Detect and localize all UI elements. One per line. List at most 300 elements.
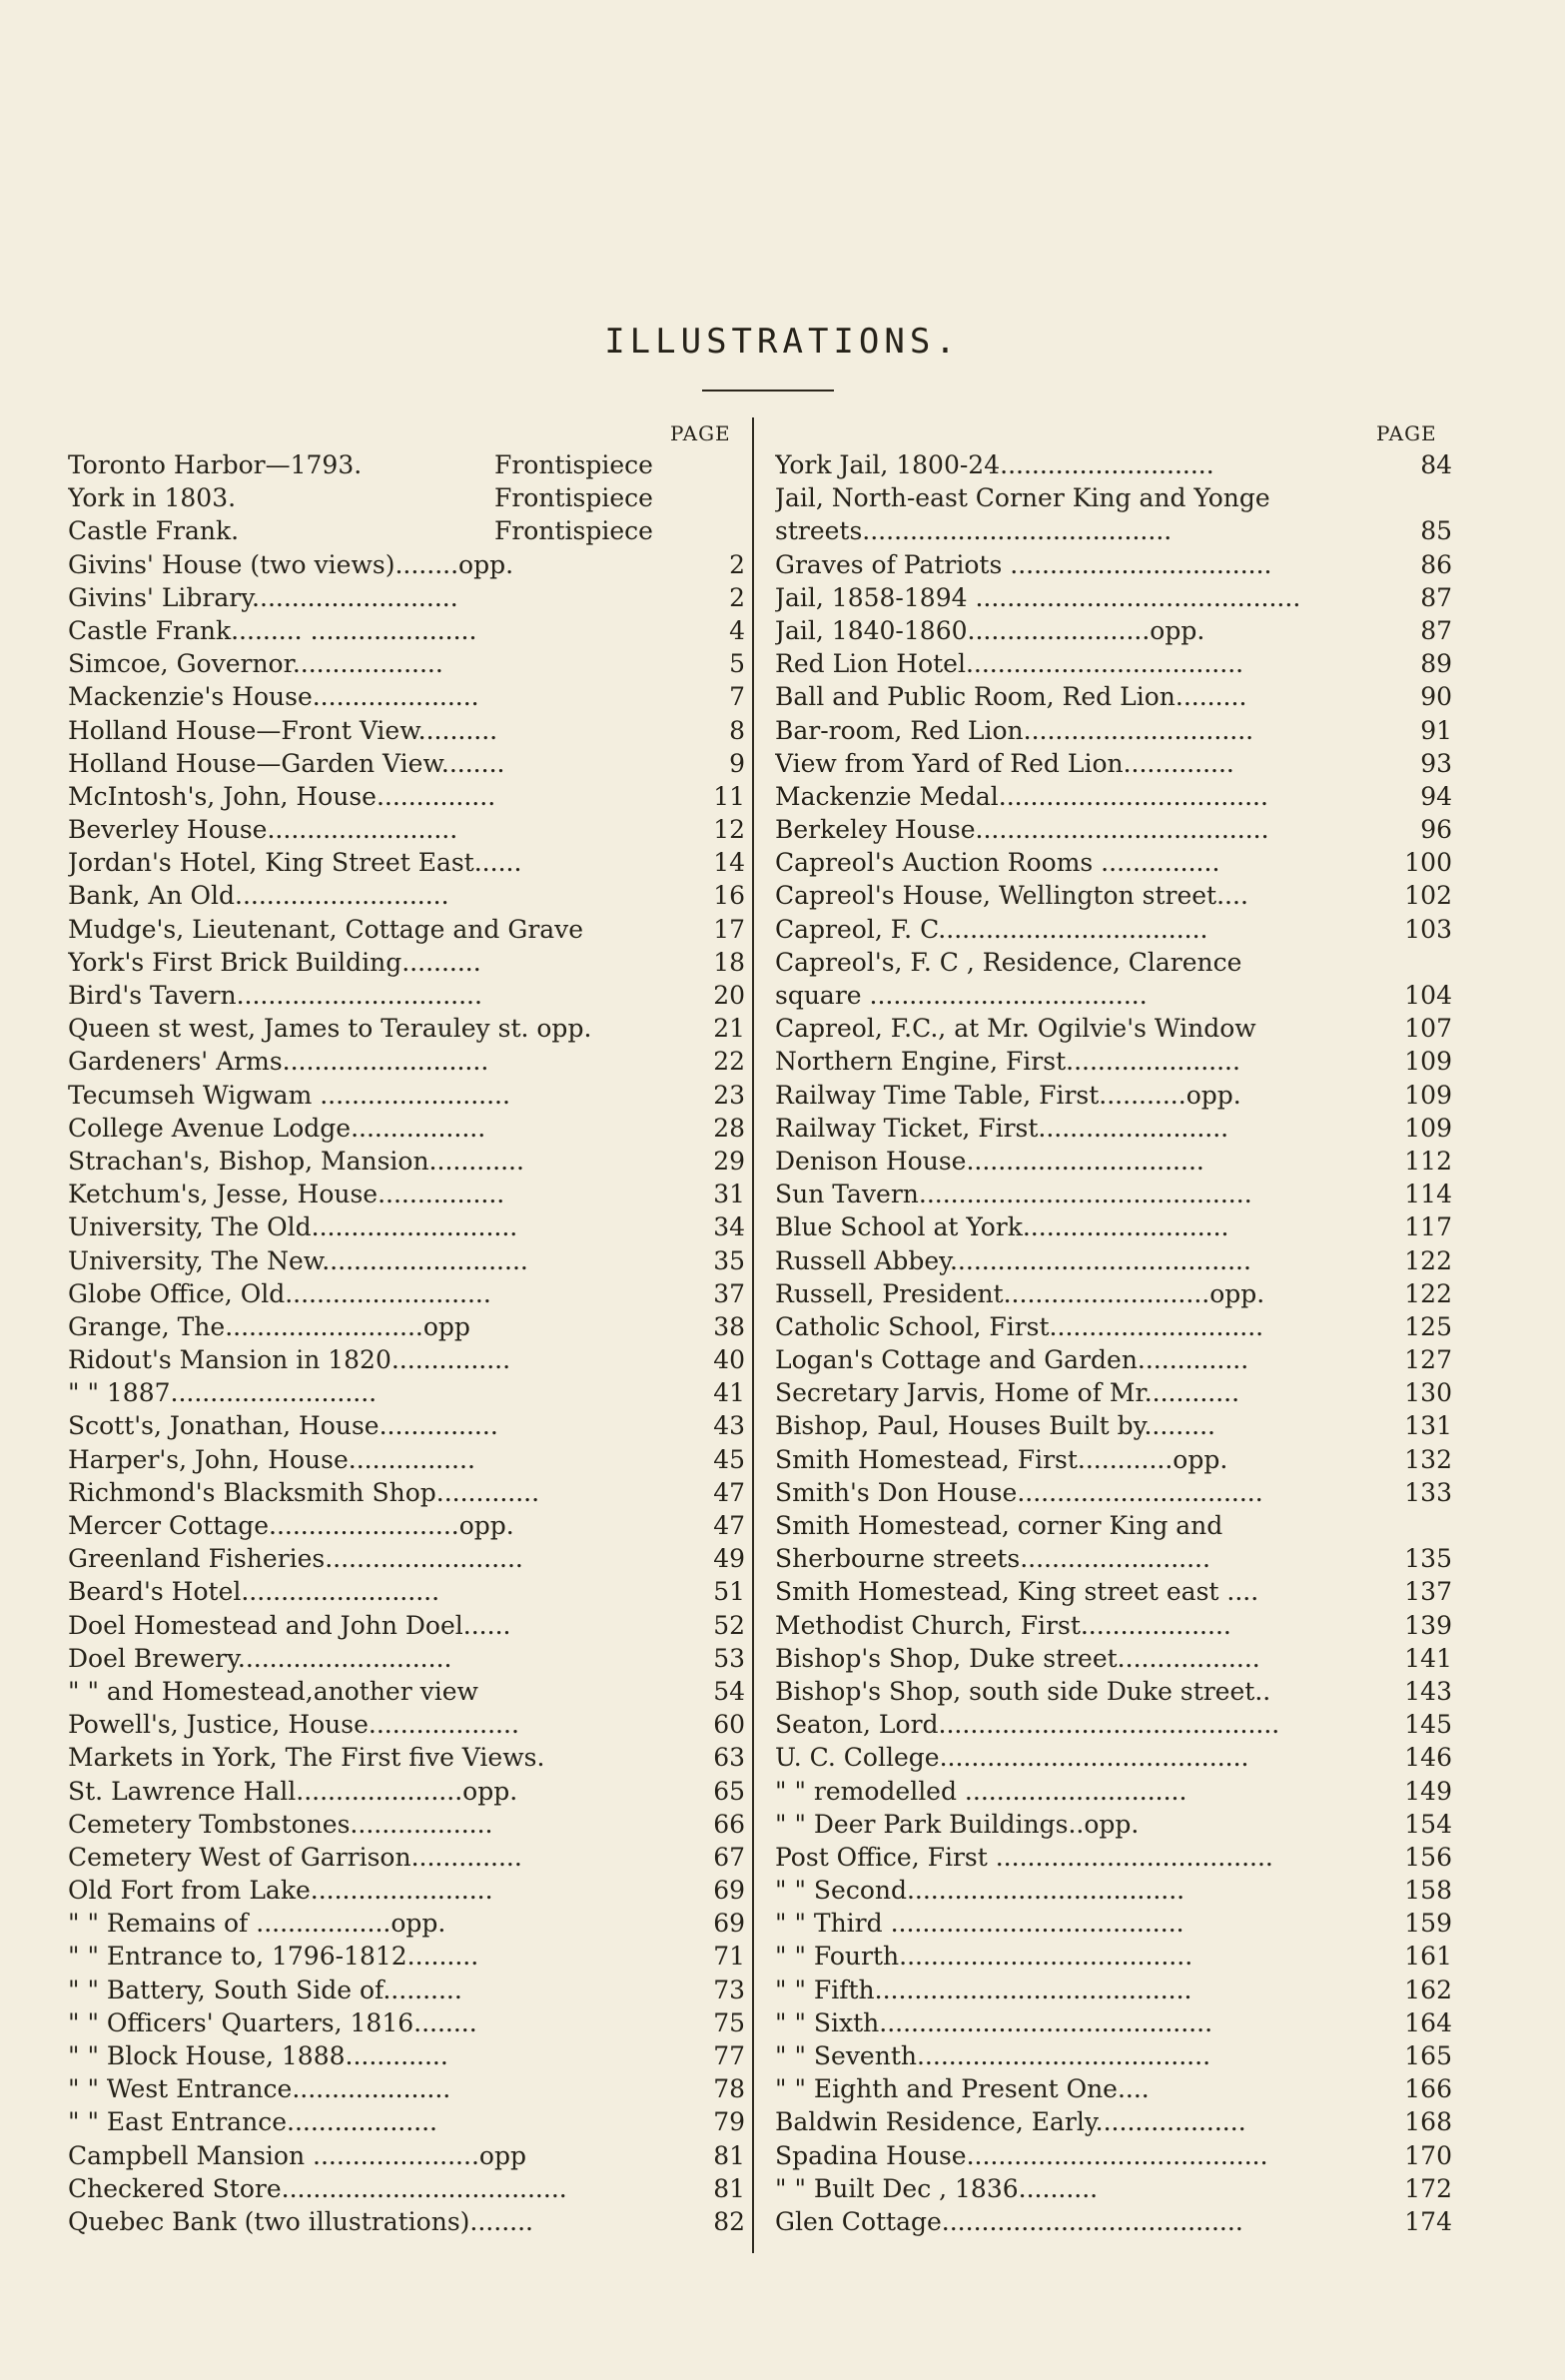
list-item [775, 813, 1452, 846]
list-item [68, 1907, 745, 1940]
entry-page-number: 38 [713, 1311, 745, 1341]
entry-label: Catholic School, First........................... [775, 1311, 1264, 1341]
entry-page-number: 45 [713, 1444, 745, 1474]
list-item [775, 448, 1452, 481]
entry-label: McIntosh's, John, House............... [68, 781, 496, 811]
entry-label: Harper's, John, House................ [68, 1444, 475, 1474]
entry-page-number: 125 [1404, 1311, 1452, 1341]
entry-label: St. Lawrence Hall.....................opp. [68, 1776, 518, 1806]
entry-label: Bishop, Paul, Houses Built by......... [775, 1411, 1215, 1441]
entry-label: Ketchum's, Jesse, House................ [68, 1180, 505, 1209]
list-item [68, 1310, 745, 1343]
list-item [68, 680, 745, 713]
entry-label: Russell Abbey...................................... [775, 1245, 1251, 1275]
entry-label: Quebec Bank (two illustrations)........ [68, 2206, 533, 2236]
entry-page-number: 78 [713, 2074, 745, 2104]
list-item [775, 1874, 1452, 1907]
list-item [68, 647, 745, 680]
entry-page-number: 84 [1420, 450, 1452, 479]
list-item [775, 1841, 1452, 1874]
list-item [68, 1079, 745, 1112]
entry-label: Cemetery West of Garrison.............. [68, 1842, 522, 1872]
left-column-list [68, 448, 745, 2238]
entry-page-number: 5 [729, 649, 745, 679]
entry-page-number: 164 [1404, 2007, 1452, 2037]
entry-page-number: 107 [1404, 1014, 1452, 1044]
list-item [775, 1542, 1452, 1575]
entry-page-number: 69 [713, 1876, 745, 1906]
entry-label: Northern Engine, First...................... [775, 1047, 1240, 1077]
entry-label: Globe Office, Old.......................... [68, 1278, 491, 1308]
entry-label: Sherbourne streets........................ [775, 1544, 1210, 1574]
entry-label: Capreol's House, Wellington street.... [775, 881, 1248, 911]
entry-label: Jail, 1858-1894 ......................................... [775, 582, 1301, 612]
list-item [68, 1841, 745, 1874]
entry-label: Doel Homestead and John Doel...... [68, 1610, 511, 1640]
list-item [68, 846, 745, 879]
entry-label: Queen st west, James to Terauley st. opp. [68, 1014, 592, 1044]
entry-page-number: 103 [1404, 914, 1452, 944]
entry-label: Scott's, Jonathan, House............... [68, 1411, 498, 1441]
entry-page-number: 109 [1404, 1113, 1452, 1143]
entry-page-number: 47 [713, 1477, 745, 1507]
list-item [775, 1940, 1452, 1973]
list-item [775, 680, 1452, 713]
entry-page-number: 139 [1404, 1610, 1452, 1640]
entry-page-number: 60 [713, 1710, 745, 1740]
list-item [775, 979, 1452, 1012]
entry-label: Mudge's, Lieutenant, Cottage and Grave [68, 914, 584, 944]
entry-label: Jail, 1840-1860.......................opp. [775, 615, 1205, 645]
entry-page-number: 47 [713, 1511, 745, 1540]
list-item [775, 2205, 1452, 2238]
entry-page-number: 168 [1404, 2107, 1452, 2137]
entry-page-number: 66 [713, 1809, 745, 1839]
entry-page-number: 130 [1404, 1378, 1452, 1408]
entry-page-number: 131 [1404, 1411, 1452, 1441]
entry-page-number: 89 [1420, 649, 1452, 679]
entry-page-number: 87 [1420, 615, 1452, 645]
right-column-list [775, 448, 1452, 2238]
entry-label: Denison House.............................. [775, 1146, 1204, 1176]
entry-page-number: 135 [1404, 1544, 1452, 1574]
entry-page-number: 81 [713, 2140, 745, 2170]
list-item [68, 1443, 745, 1476]
list-item [775, 1808, 1452, 1841]
entry-label: Holland House—Garden View........ [68, 748, 505, 778]
entry-page-number: 18 [713, 947, 745, 977]
entry-label: Baldwin Residence, Early................... [775, 2107, 1246, 2137]
title-underline [702, 390, 834, 392]
entry-label: Mackenzie's House..................... [68, 682, 479, 712]
entry-page-number: 172 [1404, 2173, 1452, 2203]
list-item [68, 1708, 745, 1741]
entry-label: Bar-room, Red Lion............................. [775, 715, 1254, 745]
entry-page-number: 41 [713, 1378, 745, 1408]
entry-label: Railway Ticket, First........................ [775, 1113, 1229, 1143]
list-item [775, 1775, 1452, 1808]
entry-label: Toronto Harbor—1793. [68, 450, 363, 479]
entry-page-number: 28 [713, 1113, 745, 1143]
entry-label: Smith Homestead, corner King and [775, 1511, 1223, 1540]
list-item [68, 1741, 745, 1774]
entry-page-number: 133 [1404, 1477, 1452, 1507]
list-item [68, 813, 745, 846]
entry-label: " " Block House, 1888............. [68, 2041, 448, 2070]
entry-page-number: 104 [1404, 981, 1452, 1010]
list-item [775, 2006, 1452, 2039]
entry-label: Tecumseh Wigwam ........................ [68, 1080, 510, 1110]
entry-label: York's First Brick Building.......... [68, 947, 481, 977]
entry-label: " " 1887.......................... [68, 1378, 378, 1408]
list-item [68, 2006, 745, 2039]
list-item [68, 1112, 745, 1145]
entry-label: Castle Frank......... ..................... [68, 615, 477, 645]
entry-label: University, The Old.......................... [68, 1212, 518, 1242]
entry-label: " " Battery, South Side of.......... [68, 1975, 462, 2004]
list-item [68, 1974, 745, 2006]
list-item [68, 1609, 745, 1642]
entry-page-number: 20 [713, 981, 745, 1010]
entry-label: Campbell Mansion .....................opp [68, 2140, 526, 2170]
list-item [775, 581, 1452, 614]
entry-label: Blue School at York.......................... [775, 1212, 1229, 1242]
entry-page-number: 85 [1420, 516, 1452, 546]
entry-page-number: 174 [1404, 2206, 1452, 2236]
list-item [68, 946, 745, 979]
entry-page-number: 137 [1404, 1577, 1452, 1607]
list-item [68, 1575, 745, 1608]
list-item [68, 2172, 745, 2205]
list-item [775, 2039, 1452, 2072]
entry-page-number: 109 [1404, 1080, 1452, 1110]
list-item [775, 946, 1452, 979]
entry-label: Cemetery Tombstones.................. [68, 1809, 493, 1839]
entry-label: " " Entrance to, 1796-1812......... [68, 1942, 479, 1972]
entry-label: Red Lion Hotel................................... [775, 649, 1244, 679]
entry-page-number: 87 [1420, 582, 1452, 612]
entry-page-number: 7 [729, 682, 745, 712]
entry-page-number: 31 [713, 1180, 745, 1209]
entry-page-number: 166 [1404, 2074, 1452, 2104]
entry-page-number: 90 [1420, 682, 1452, 712]
entry-label: Bishop's Shop, Duke street.................. [775, 1643, 1260, 1673]
list-item [775, 747, 1452, 780]
entry-label: Bishop's Shop, south side Duke street.. [775, 1676, 1271, 1706]
list-item [68, 1376, 745, 1409]
entry-page-number: 69 [713, 1909, 745, 1939]
entry-label: View from Yard of Red Lion.............. [775, 748, 1234, 778]
entry-page-number: 14 [713, 848, 745, 878]
entry-label: Capreol's, F. C , Residence, Clarence [775, 947, 1242, 977]
entry-label: Simcoe, Governor................... [68, 649, 443, 679]
entry-label: University, The New.......................... [68, 1245, 528, 1275]
list-item [68, 2105, 745, 2138]
entry-label: Castle Frank. [68, 516, 240, 546]
list-item [775, 1343, 1452, 1376]
entry-page-number: 122 [1404, 1245, 1452, 1275]
list-item [775, 2139, 1452, 2172]
entry-label: Spadina House...................................... [775, 2140, 1268, 2170]
entry-page-number: 2 [729, 582, 745, 612]
list-item [775, 1609, 1452, 1642]
list-item [775, 1045, 1452, 1078]
list-item [68, 1178, 745, 1210]
entry-label: Logan's Cottage and Garden.............. [775, 1345, 1249, 1375]
entry-label: " " West Entrance.................... [68, 2074, 451, 2104]
entry-label: " " Sixth.......................................... [775, 2007, 1213, 2037]
entry-label: " " Fourth..................................... [775, 1942, 1193, 1972]
list-item [68, 581, 745, 614]
column-divider [752, 417, 754, 2253]
entry-page-number: 112 [1404, 1146, 1452, 1176]
entry-page-number: 127 [1404, 1345, 1452, 1375]
list-item [68, 2072, 745, 2105]
list-item [775, 647, 1452, 680]
entry-page-number: 94 [1420, 781, 1452, 811]
entry-label: " " Seventh..................................... [775, 2041, 1211, 2070]
list-item [68, 747, 745, 780]
entry-page-number: 65 [713, 1776, 745, 1806]
list-item [775, 1907, 1452, 1940]
entry-label: Richmond's Blacksmith Shop............. [68, 1477, 540, 1507]
entry-page-number: 102 [1404, 881, 1452, 911]
entry-page-number: 73 [713, 1975, 745, 2004]
entry-page-number: 53 [713, 1643, 745, 1673]
entry-label: Grange, The.........................opp [68, 1311, 470, 1341]
entry-page-number: 71 [713, 1942, 745, 1972]
entry-label: Beverley House........................ [68, 815, 458, 845]
entry-page-number: 159 [1404, 1909, 1452, 1939]
list-item [68, 1244, 745, 1277]
entry-label: Railway Time Table, First...........opp. [775, 1080, 1241, 1110]
page-heading-right: PAGE [1376, 421, 1437, 445]
entry-label: Russell, President..........................opp. [775, 1278, 1265, 1308]
list-item [775, 1210, 1452, 1243]
entry-label: " " Fifth........................................ [775, 1975, 1192, 2004]
entry-page-number: 158 [1404, 1876, 1452, 1906]
list-item [775, 1476, 1452, 1509]
entry-label: Ball and Public Room, Red Lion......... [775, 682, 1247, 712]
entry-page-number: 91 [1420, 715, 1452, 745]
list-item [775, 514, 1452, 547]
list-item [775, 481, 1452, 514]
list-item [775, 2105, 1452, 2138]
entry-page-number: 162 [1404, 1975, 1452, 2004]
list-item [775, 548, 1452, 581]
list-item [68, 1509, 745, 1542]
entry-page-number: 77 [713, 2041, 745, 2070]
entry-label: Ridout's Mansion in 1820............... [68, 1345, 511, 1375]
entry-label: Berkeley House..................................... [775, 815, 1269, 845]
entry-page-number: 43 [713, 1411, 745, 1441]
entry-label: Mercer Cottage........................opp. [68, 1511, 514, 1540]
entry-label: Capreol, F. C.................................. [775, 914, 1208, 944]
list-item [775, 879, 1452, 912]
list-item [68, 1145, 745, 1178]
entry-label: " " and Homestead,another view [68, 1676, 478, 1706]
list-item [68, 1409, 745, 1442]
entry-page-number: 79 [713, 2107, 745, 2137]
entry-page-number: 154 [1404, 1809, 1452, 1839]
entry-label: Capreol's Auction Rooms ............... [775, 848, 1220, 878]
list-item [775, 1145, 1452, 1178]
entry-label: Doel Brewery........................... [68, 1643, 452, 1673]
list-item [68, 481, 745, 514]
entry-label: " " Third ..................................... [775, 1909, 1184, 1939]
list-item [68, 913, 745, 946]
entry-page-number: 9 [729, 748, 745, 778]
entry-label: Sun Tavern.......................................... [775, 1180, 1252, 1209]
list-item [68, 1476, 745, 1509]
list-item [775, 913, 1452, 946]
entry-label: Post Office, First ................................... [775, 1842, 1273, 1872]
entry-page-number: 67 [713, 1842, 745, 1872]
entry-page-number: 22 [713, 1047, 745, 1077]
entry-page-number: 29 [713, 1146, 745, 1176]
entry-page-number: 8 [729, 715, 745, 745]
list-item [775, 2172, 1452, 2205]
entry-label: " " remodelled ............................ [775, 1776, 1187, 1806]
entry-page-number: 52 [713, 1610, 745, 1640]
list-item [68, 614, 745, 647]
entry-page-number: 63 [713, 1743, 745, 1773]
entry-label: " " Built Dec , 1836.......... [775, 2173, 1099, 2203]
entry-label: streets....................................... [775, 516, 1173, 546]
entry-label: Methodist Church, First................... [775, 1610, 1231, 1640]
entry-page-number: 161 [1404, 1942, 1452, 1972]
list-item [775, 1079, 1452, 1112]
entry-label: Strachan's, Bishop, Mansion............ [68, 1146, 524, 1176]
list-item [68, 2039, 745, 2072]
entry-label: Capreol, F.C., at Mr. Ogilvie's Window [775, 1014, 1256, 1044]
entry-label: " " Second................................... [775, 1876, 1185, 1906]
list-item [775, 1244, 1452, 1277]
list-item [68, 979, 745, 1012]
page-title: ILLUSTRATIONS. [604, 322, 961, 362]
list-item [775, 1310, 1452, 1343]
entry-label: Smith's Don House............................... [775, 1477, 1263, 1507]
list-item [68, 1775, 745, 1808]
entry-page-number: 86 [1420, 549, 1452, 579]
entry-label: Old Fort from Lake....................... [68, 1876, 493, 1906]
entry-label: Glen Cottage...................................... [775, 2206, 1243, 2236]
entry-page-number: 4 [729, 615, 745, 645]
entry-label: Smith Homestead, First............opp. [775, 1444, 1228, 1474]
list-item [68, 1675, 745, 1708]
entry-page-number: 100 [1404, 848, 1452, 878]
list-item [775, 1443, 1452, 1476]
entry-page-number: 11 [713, 781, 745, 811]
entry-page-number: 35 [713, 1245, 745, 1275]
entry-label: Bird's Tavern............................... [68, 981, 482, 1010]
entry-label: College Avenue Lodge................. [68, 1113, 486, 1143]
entry-page-number: 96 [1420, 815, 1452, 845]
entry-page-number: 81 [713, 2173, 745, 2203]
entry-page-number: 170 [1404, 2140, 1452, 2170]
entry-page-number: 75 [713, 2007, 745, 2037]
entry-page-number: 17 [713, 914, 745, 944]
list-item [775, 1575, 1452, 1608]
list-item [775, 1741, 1452, 1774]
entry-label: Mackenzie Medal.................................. [775, 781, 1268, 811]
entry-label: Powell's, Justice, House................... [68, 1710, 519, 1740]
entry-label: Bank, An Old........................... [68, 881, 449, 911]
entry-page-number: 132 [1404, 1444, 1452, 1474]
entry-label: York Jail, 1800-24........................... [775, 450, 1214, 479]
list-item [775, 614, 1452, 647]
entry-page-number: 54 [713, 1676, 745, 1706]
entry-page-number: 122 [1404, 1278, 1452, 1308]
entry-label: Secretary Jarvis, Home of Mr............ [775, 1378, 1240, 1408]
list-item [775, 1708, 1452, 1741]
list-item [775, 714, 1452, 747]
list-item [68, 714, 745, 747]
list-item [775, 1178, 1452, 1210]
entry-label: Givins' Library.......................... [68, 582, 458, 612]
entry-label: Jail, North-east Corner King and Yonge [775, 483, 1270, 513]
entry-label: Graves of Patriots ................................. [775, 549, 1272, 579]
list-item [68, 1343, 745, 1376]
entry-label: Givins' House (two views)........opp. [68, 549, 514, 579]
list-item [775, 1409, 1452, 1442]
list-item [68, 448, 745, 481]
entry-label: Seaton, Lord........................................... [775, 1710, 1280, 1740]
list-item [68, 1045, 745, 1078]
entry-page-number: 145 [1404, 1710, 1452, 1740]
entry-note: Frontispiece [494, 450, 653, 479]
list-item [68, 514, 745, 547]
list-item [68, 2139, 745, 2172]
entry-page-number: 51 [713, 1577, 745, 1607]
list-item [68, 548, 745, 581]
entry-label: Holland House—Front View.......... [68, 715, 498, 745]
entry-page-number: 82 [713, 2206, 745, 2236]
entry-page-number: 40 [713, 1345, 745, 1375]
list-item [68, 1012, 745, 1045]
list-item [775, 1642, 1452, 1675]
entry-page-number: 141 [1404, 1643, 1452, 1673]
list-item [775, 1675, 1452, 1708]
list-item [68, 2205, 745, 2238]
entry-label: " " Eighth and Present One.... [775, 2074, 1150, 2104]
entry-page-number: 21 [713, 1014, 745, 1044]
entry-label: square ................................... [775, 981, 1148, 1010]
list-item [68, 1642, 745, 1675]
entry-page-number: 114 [1404, 1180, 1452, 1209]
list-item [775, 1509, 1452, 1542]
list-item [68, 780, 745, 813]
entry-page-number: 117 [1404, 1212, 1452, 1242]
list-item [68, 1808, 745, 1841]
entry-label: Beard's Hotel......................... [68, 1577, 440, 1607]
entry-page-number: 165 [1404, 2041, 1452, 2070]
list-item [775, 780, 1452, 813]
entry-label: Markets in York, The First five Views. [68, 1743, 545, 1773]
entry-page-number: 34 [713, 1212, 745, 1242]
entry-label: U. C. College....................................... [775, 1743, 1249, 1773]
list-item [68, 1940, 745, 1973]
entry-label: Greenland Fisheries......................... [68, 1544, 523, 1574]
entry-page-number: 2 [729, 549, 745, 579]
list-item [68, 1874, 745, 1907]
entry-note: Frontispiece [494, 516, 653, 546]
entry-page-number: 37 [713, 1278, 745, 1308]
entry-page-number: 23 [713, 1080, 745, 1110]
list-item [775, 1376, 1452, 1409]
entry-page-number: 143 [1404, 1676, 1452, 1706]
entry-page-number: 109 [1404, 1047, 1452, 1077]
